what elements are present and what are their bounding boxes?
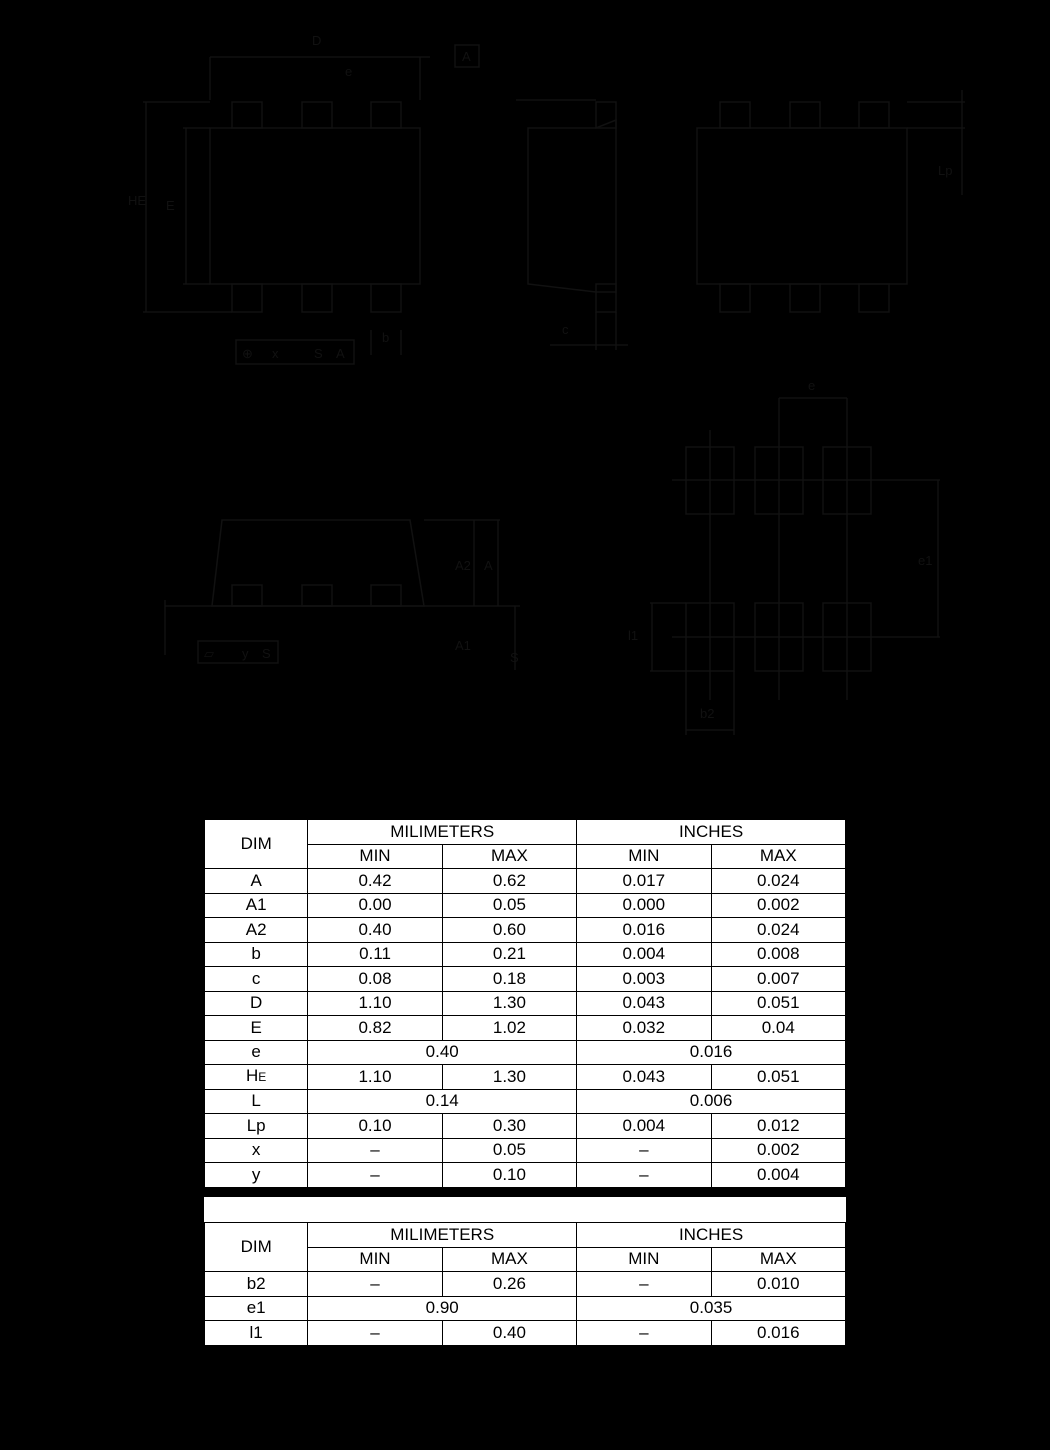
label-b2: b2 [700,706,715,721]
label-fcf-a: A [336,346,345,361]
table-row [205,1089,846,1114]
label-A1: A1 [455,638,471,653]
table-spacer [204,1197,846,1222]
dim-cell: l1 [205,1321,308,1346]
label-e-top: e [345,64,353,79]
dim-cell: b [205,942,308,967]
mm-max-cell: 0.05 [442,1138,576,1163]
in-max-cell: 0.008 [711,942,845,967]
table-row [205,918,846,943]
in-min-header: MIN [577,844,711,869]
table-row [205,869,846,894]
mm-min-cell: 0.11 [308,942,442,967]
dim-cell: A [205,869,308,894]
mm-max-cell: 0.21 [442,942,576,967]
in-max-cell: 0.051 [711,1065,845,1090]
label-A2: A2 [455,558,471,573]
mm-min-cell: – [308,1138,442,1163]
in-max-cell: 0.024 [711,869,845,894]
table-row [205,1272,846,1297]
in-nominal-cell: 0.016 [577,1040,846,1065]
dim-cell: D [205,991,308,1016]
in-nominal-cell: 0.035 [577,1296,846,1321]
in-max-header: MAX [711,1247,845,1272]
table-row [205,893,846,918]
mm-max-cell: 0.05 [442,893,576,918]
dim-cell: A2 [205,918,308,943]
mm-max-cell: 1.30 [442,1065,576,1090]
table-row [205,1016,846,1041]
in-max-cell: 0.012 [711,1114,845,1139]
in-max-cell: 0.04 [711,1016,845,1041]
table-row [205,942,846,967]
mm-max-cell: 0.60 [442,918,576,943]
in-nominal-cell: 0.006 [577,1089,846,1114]
dim-cell: E [205,1016,308,1041]
label-D: D [312,33,322,48]
mm-min-cell: 0.40 [308,918,442,943]
mm-header: MILIMETERS [308,1223,577,1248]
in-min-cell: 0.016 [577,918,711,943]
dim-header: DIM [205,820,308,869]
in-max-cell: 0.002 [711,1138,845,1163]
table-row [205,991,846,1016]
in-min-cell: 0.000 [577,893,711,918]
in-min-cell: 0.004 [577,942,711,967]
dim-cell [205,1065,308,1090]
mm-max-cell: 1.02 [442,1016,576,1041]
label-e-footprint: e [808,378,816,393]
in-min-cell: 0.003 [577,967,711,992]
mm-max-header: MAX [442,844,576,869]
in-max-cell: 0.002 [711,893,845,918]
label-E: E [166,198,175,213]
label-fcf-symbol: ⊕ [242,346,253,361]
mm-min-cell: 0.82 [308,1016,442,1041]
in-max-cell: 0.007 [711,967,845,992]
side-view [516,100,628,350]
in-min-cell: – [577,1163,711,1188]
footprint-view [650,398,940,735]
in-max-cell: 0.051 [711,991,845,1016]
label-c: c [562,322,569,337]
in-max-cell: 0.004 [711,1163,845,1188]
label-HE: HE [128,193,147,208]
label-Lp: Lp [938,163,953,178]
dim-cell: y [205,1163,308,1188]
dim-cell: Lp [205,1114,308,1139]
in-header: INCHES [577,820,846,845]
label-fcf-y-symbol: ▱ [204,646,214,661]
mm-min-cell: 1.10 [308,991,442,1016]
mm-max-cell: 1.30 [442,991,576,1016]
table-row [205,1065,846,1090]
label-l1: l1 [628,628,639,643]
mm-max-cell: 0.40 [442,1321,576,1346]
label-S2: S [262,646,271,661]
dim-cell: c [205,967,308,992]
dim-subscript: E [258,1070,267,1085]
bottom-view [697,90,965,312]
in-max-header: MAX [711,844,845,869]
table-row [205,1163,846,1188]
table-row [205,967,846,992]
dim-cell: x [205,1138,308,1163]
in-max-cell: 0.024 [711,918,845,943]
dim-cell: b2 [205,1272,308,1297]
label-A: A [484,558,493,573]
label-fcf-s: S [314,346,323,361]
mm-min-cell: 0.08 [308,967,442,992]
in-min-cell: 0.043 [577,1065,711,1090]
mm-max-cell: 0.26 [442,1272,576,1297]
label-b: b [382,330,390,345]
table-row [205,1114,846,1139]
label-e1: e1 [918,553,933,568]
mm-nominal-cell: 0.14 [308,1089,577,1114]
mm-max-cell: 0.62 [442,869,576,894]
mm-max-cell: 0.18 [442,967,576,992]
in-min-cell: 0.017 [577,869,711,894]
mm-nominal-cell: 0.90 [308,1296,577,1321]
mm-min-cell: – [308,1272,442,1297]
table-row [205,1040,846,1065]
table-row [205,1296,846,1321]
in-min-header: MIN [577,1247,711,1272]
in-min-cell: – [577,1138,711,1163]
dim-header: DIM [205,1223,308,1272]
in-min-cell: 0.043 [577,991,711,1016]
label-datum-A: A [462,49,471,64]
in-min-cell: – [577,1321,711,1346]
in-header: INCHES [577,1223,846,1248]
label-fcf-x: x [272,346,279,361]
dim-cell: A1 [205,893,308,918]
in-min-cell: 0.004 [577,1114,711,1139]
label-S: S [510,650,519,665]
dim-main: H [246,1066,259,1086]
mm-min-cell: 0.00 [308,893,442,918]
mm-min-cell: – [308,1163,442,1188]
mm-min-cell: 1.10 [308,1065,442,1090]
mm-min-cell: 0.10 [308,1114,442,1139]
mm-max-header: MAX [442,1247,576,1272]
dim-cell: L [205,1089,308,1114]
mm-header: MILIMETERS [308,820,577,845]
footprint-dimension-table [204,1222,846,1346]
in-max-cell: 0.016 [711,1321,845,1346]
in-min-cell: – [577,1272,711,1297]
dim-cell: e1 [205,1296,308,1321]
mm-max-cell: 0.30 [442,1114,576,1139]
dimension-table [204,819,846,1188]
mm-min-cell: – [308,1321,442,1346]
mm-nominal-cell: 0.40 [308,1040,577,1065]
table-row [205,1321,846,1346]
in-min-cell: 0.032 [577,1016,711,1041]
mm-min-cell: 0.42 [308,869,442,894]
in-max-cell: 0.010 [711,1272,845,1297]
dim-cell: e [205,1040,308,1065]
table-row [205,1138,846,1163]
mm-max-cell: 0.10 [442,1163,576,1188]
mm-min-header: MIN [308,844,442,869]
mm-min-header: MIN [308,1247,442,1272]
label-y: y [242,646,249,661]
top-view [143,45,479,364]
